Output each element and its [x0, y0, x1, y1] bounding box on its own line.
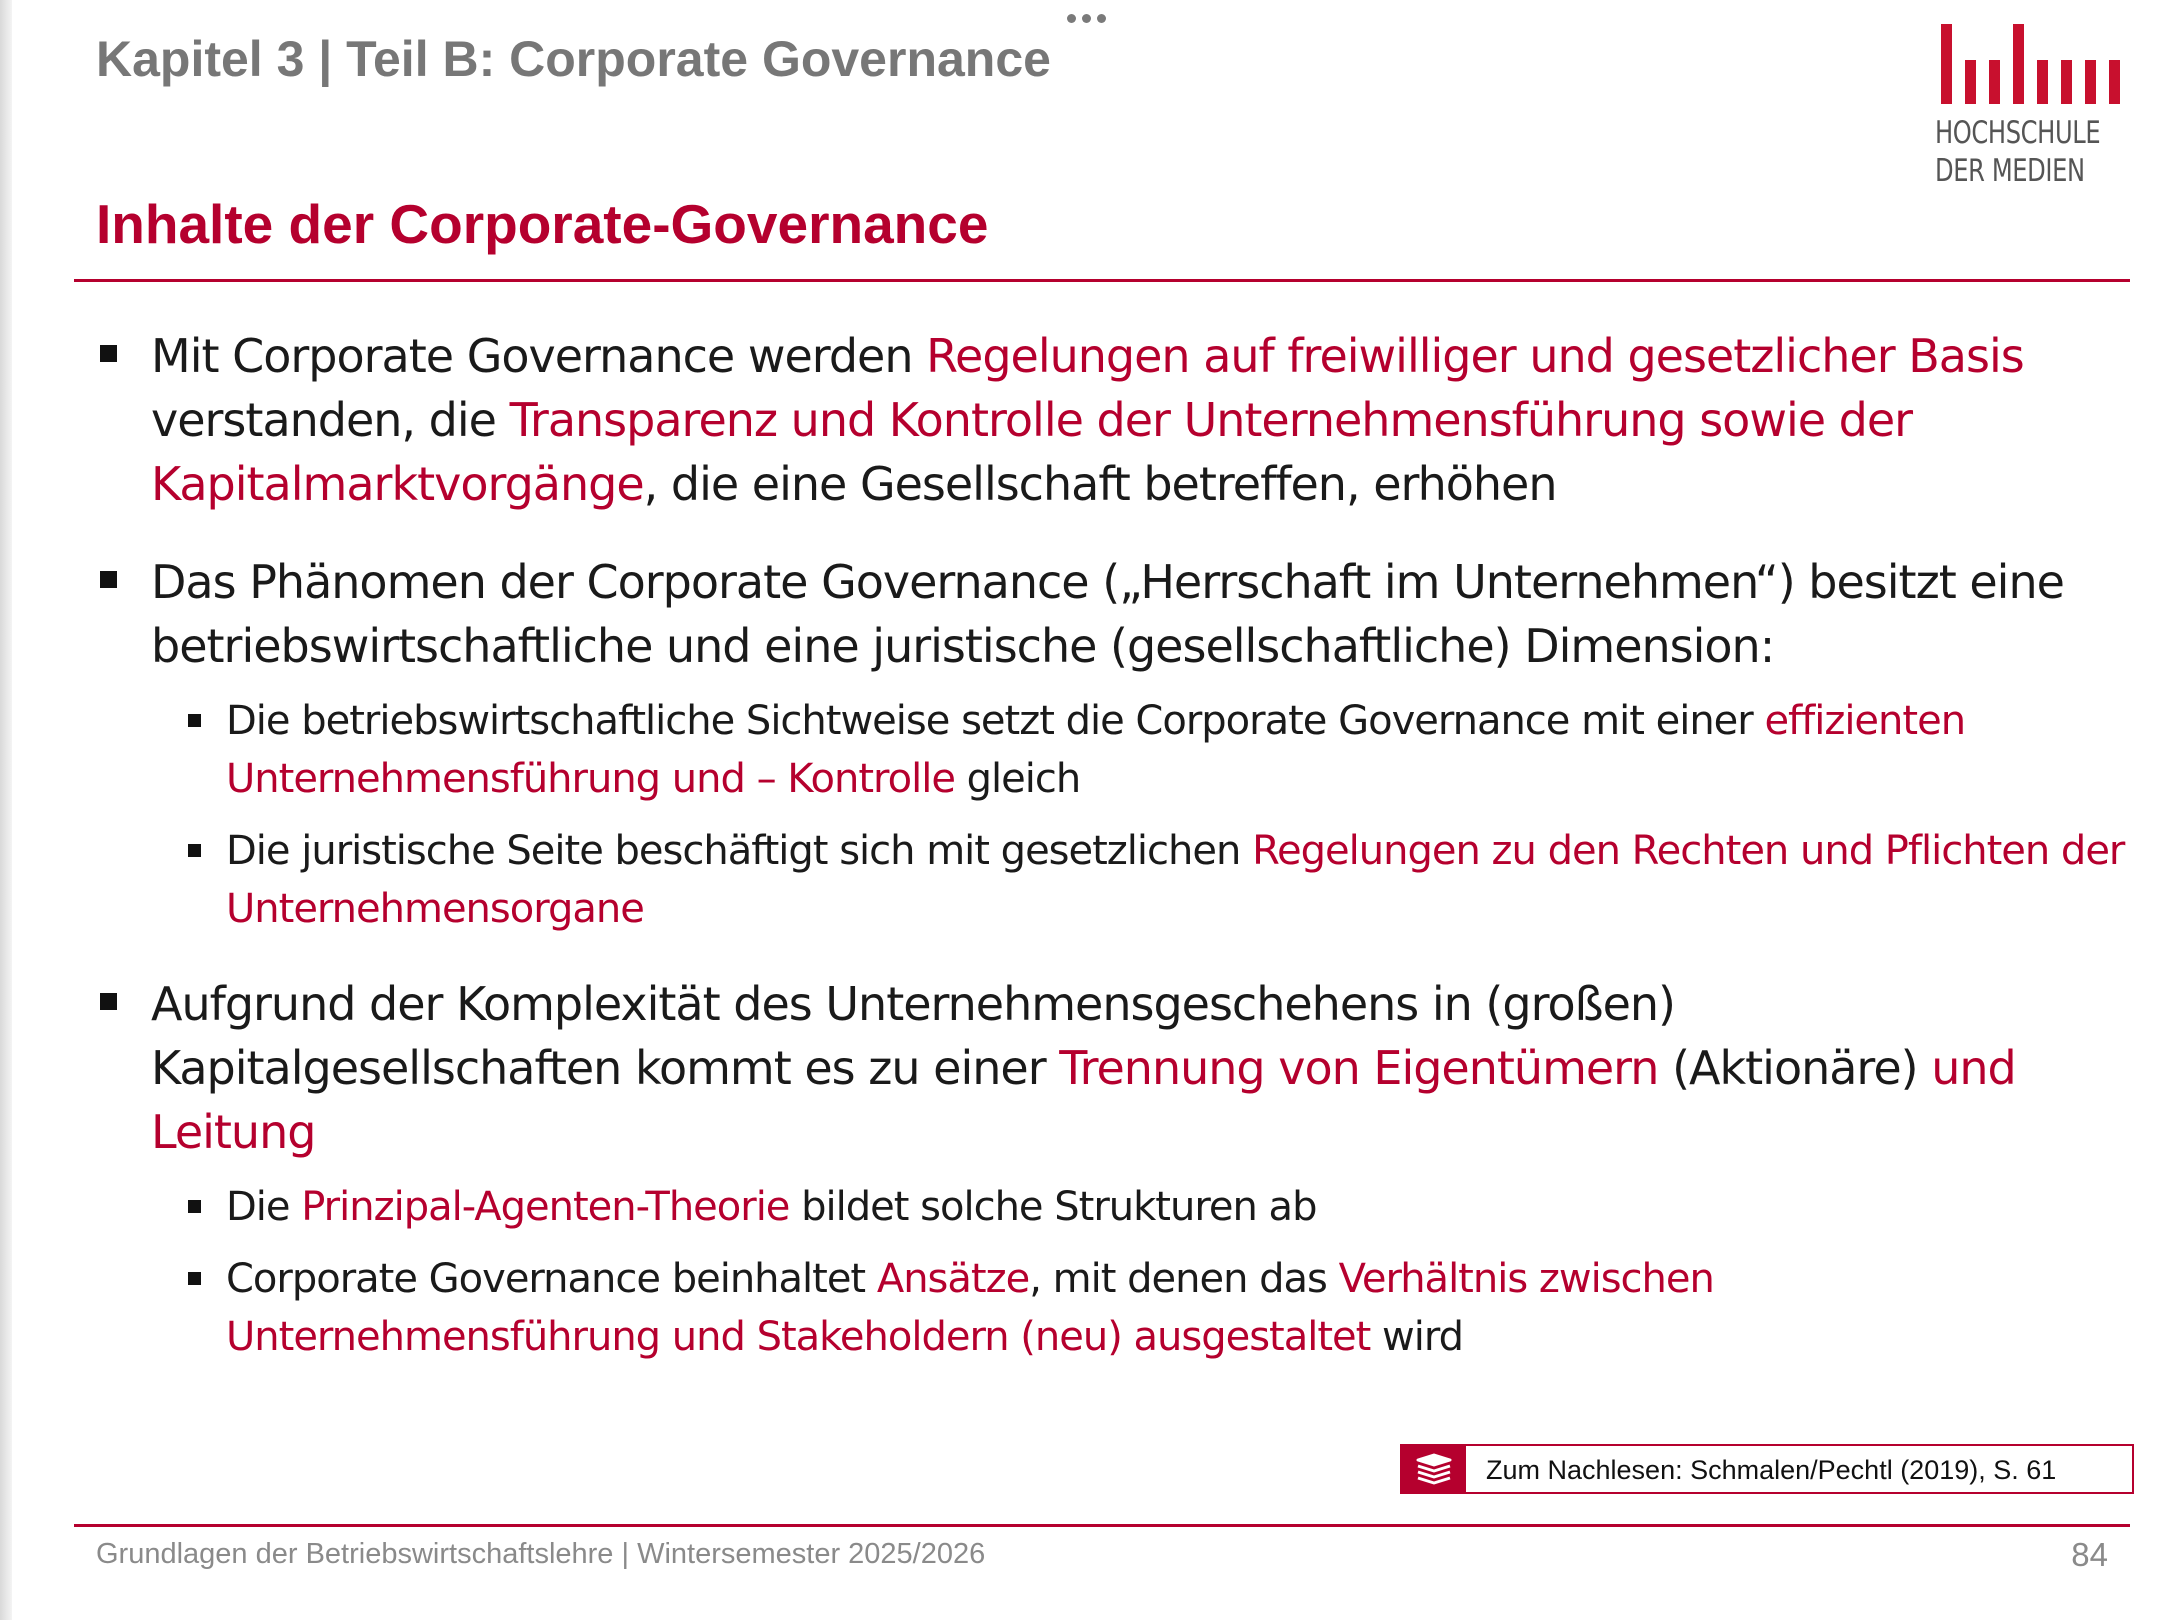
slide-title: Inhalte der Corporate-Governance — [96, 193, 989, 255]
logo-bars-icon — [1941, 20, 2121, 108]
bullet-text — [151, 555, 2064, 673]
chapter-title: Kapitel 3 | Teil B: Corporate Governance — [96, 31, 1051, 87]
bullet-text — [226, 1256, 1714, 1360]
square-bullet-icon — [188, 844, 201, 857]
highlighted-text: Regelungen auf freiwilliger und gesetzlicher Basis — [926, 329, 2024, 383]
bullet-item — [96, 324, 2136, 516]
text-segment: Die betriebswirtschaftliche Sichtweise setzt die Corporate Governance mit einer — [226, 698, 1765, 744]
page-number: 84 — [2071, 1536, 2108, 1573]
window-edge — [0, 0, 12, 1620]
bullet-text — [226, 698, 1965, 802]
sub-bullet-item — [96, 1178, 2136, 1236]
text-segment: Corporate Governance beinhaltet — [226, 1256, 877, 1302]
square-bullet-icon — [100, 345, 117, 362]
highlighted-text: Transparenz und Kontrolle der Unternehmensführung sowie der Kapitalmarktvorgänge — [151, 393, 1913, 511]
text-segment: verstanden, die — [151, 393, 510, 447]
book-stack-icon — [1402, 1446, 1466, 1492]
hdm-logo — [1935, 20, 2125, 190]
bullet-text — [226, 1184, 1316, 1230]
text-segment: , mit denen das — [1029, 1256, 1339, 1302]
highlighted-text: Verhältnis zwischen Unternehmensführung und Stakeholdern (neu) ausgestaltet — [226, 1256, 1714, 1360]
bullet-item — [96, 550, 2136, 678]
square-bullet-icon — [100, 993, 117, 1010]
highlighted-text: Prinzipal-Agenten-Theorie — [301, 1184, 790, 1230]
sub-bullet-item — [96, 692, 2136, 808]
highlighted-text: und Leitung — [151, 1041, 2016, 1159]
text-segment: Die — [226, 1184, 302, 1230]
text-segment: (Aktionäre) — [1658, 1041, 1932, 1095]
text-segment: bildet solche Strukturen ab — [789, 1184, 1317, 1230]
reference-text: Zum Nachlesen: Schmalen/Pechtl (2019), S. 61 — [1486, 1455, 2057, 1485]
text-segment: Das Phänomen der Corporate Governance („Herrschaft im Unternehmen“) besitzt eine betriebswirtschaftliche und eine juristische (gesellschaftliche) Dimension: — [151, 555, 2064, 673]
highlighted-text: Ansätze — [876, 1256, 1030, 1302]
highlighted-text: effizienten Unternehmensführung und – Kontrolle — [226, 698, 1966, 802]
reference-box — [1400, 1444, 2134, 1494]
text-segment: Aufgrund der Komplexität des Unternehmensgeschehens in (großen) Kapitalgesellschaften kommt es zu einer — [151, 977, 1675, 1095]
title-divider — [74, 279, 2130, 282]
text-segment: gleich — [954, 756, 1081, 802]
bullet-text — [226, 828, 2124, 932]
text-segment: wird — [1370, 1314, 1464, 1360]
square-bullet-icon — [188, 1200, 201, 1213]
sub-bullet-item — [96, 822, 2136, 938]
highlighted-text: Trennung von Eigentümern — [1059, 1041, 1659, 1095]
text-segment: , die eine Gesellschaft betreffen, erhöhen — [643, 457, 1557, 511]
square-bullet-icon — [188, 1272, 201, 1285]
square-bullet-icon — [188, 714, 201, 727]
bullet-text — [151, 977, 2016, 1159]
sub-bullet-item — [96, 1250, 2136, 1366]
footer-divider — [74, 1524, 2130, 1527]
logo-text — [1935, 114, 2101, 190]
highlighted-text: Regelungen zu den Rechten und Pflichten der Unternehmensorgane — [226, 828, 2125, 932]
text-segment: Die juristische Seite beschäftigt sich mit gesetzlichen — [226, 828, 1253, 874]
text-segment: Mit Corporate Governance werden — [151, 329, 927, 383]
bullet-item — [96, 972, 2136, 1164]
more-horizontal-icon[interactable] — [1062, 8, 1110, 28]
footer-text: Grundlagen der Betriebswirtschaftslehre | Wintersemester 2025/2026 — [96, 1538, 986, 1570]
square-bullet-icon — [100, 571, 117, 588]
bullet-text — [151, 329, 2024, 511]
bullet-list — [96, 324, 2136, 1366]
logo-line-1: HOCHSCHULE — [1935, 115, 2101, 151]
logo-line-2: DER MEDIEN — [1935, 153, 2085, 189]
